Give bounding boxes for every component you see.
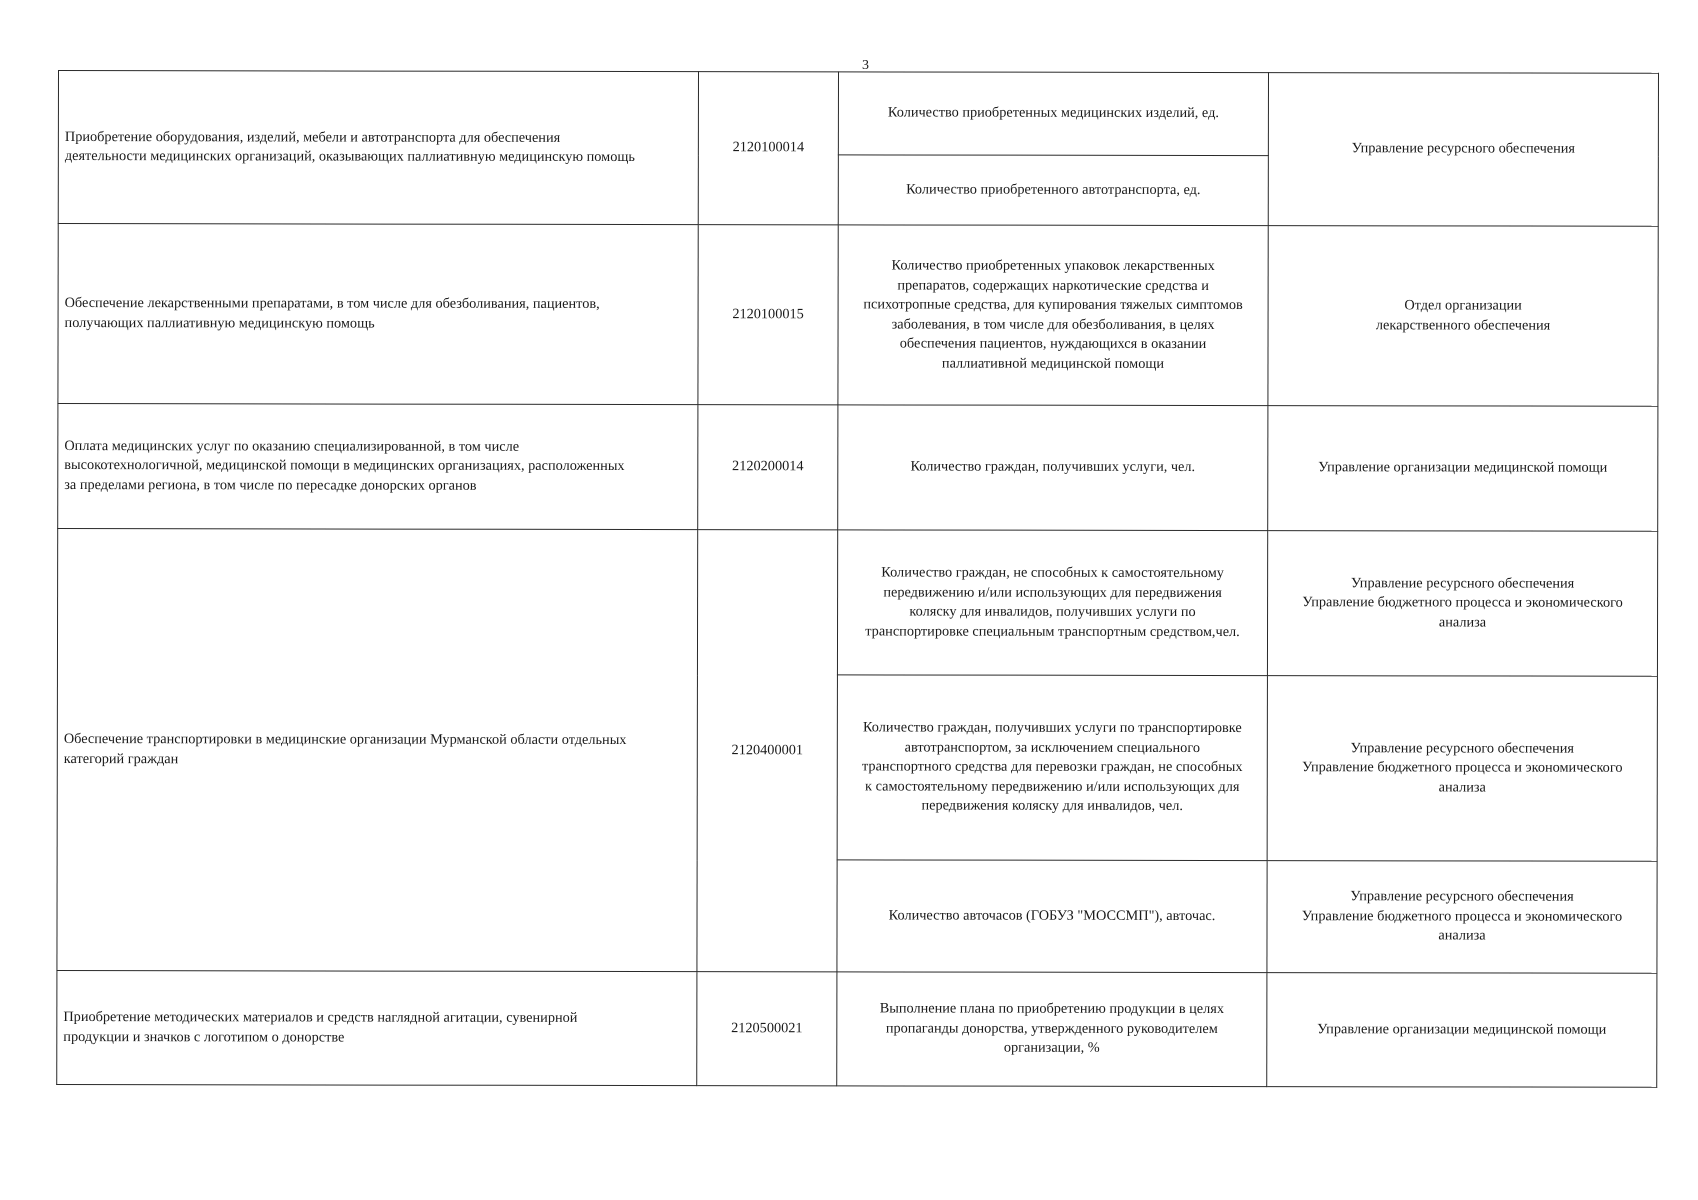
indicator-cell: Количество граждан, получивших услуги по транспортировке автотранспортом, за исключением специального транспортного средства для перевозки граждан, не способных к самостоятельному передвижению и/или использующих для передвижения коляску для инвалидов, чел. — [837, 675, 1267, 861]
table-row — [58, 71, 1658, 157]
table-row — [58, 404, 1658, 532]
responsible-cell: Управление организации медицинской помощи — [1267, 973, 1657, 1088]
code-cell: 2120500021 — [697, 972, 837, 1086]
responsible-cell: Отдел организации лекарственного обеспечения — [1268, 226, 1658, 407]
code-cell: 2120200014 — [698, 405, 838, 530]
event-name-cell: Приобретение методических материалов и средств наглядной агитации, сувенирной продукции и значков с логотипом о донорстве — [57, 970, 697, 1085]
responsible-cell: Управление ресурсного обеспечения Управление бюджетного процесса и экономического анализа — [1267, 676, 1657, 862]
table-row — [58, 224, 1658, 407]
responsible-cell: Управление ресурсного обеспечения Управление бюджетного процесса и экономического анализа — [1267, 531, 1657, 677]
event-name-cell: Обеспечение лекарственными препаратами, в том числе для обезболивания, пациентов, получающих паллиативную медицинскую помощь — [58, 224, 698, 405]
responsible-cell: Управление ресурсного обеспечения — [1268, 73, 1658, 227]
responsible-cell: Управление организации медицинской помощи — [1268, 406, 1658, 532]
event-name-cell: Обеспечение транспортировки в медицинские организации Мурманской области отдельных категорий граждан — [57, 529, 698, 972]
indicator-cell: Количество приобретенных упаковок лекарственных препаратов, содержащих наркотические средства и психотропные средства, для купирования тяжелых симптомов заболевания, в том числе для обезболивания, в целях обеспечения пациентов, нуждающихся в оказании паллиативной медицинской помощи — [838, 225, 1268, 406]
event-name-cell: Приобретение оборудования, изделий, мебели и автотранспорта для обеспечения деятельности медицинских организаций, оказывающих паллиативную медицинскую помощь — [58, 71, 698, 225]
table-row — [57, 970, 1657, 1087]
code-cell: 2120100014 — [698, 72, 838, 225]
code-cell: 2120400001 — [697, 530, 838, 972]
indicator-cell: Количество приобретенных медицинских изделий, ед. — [838, 72, 1268, 156]
indicator-cell: Количество граждан, не способных к самостоятельному передвижению и/или использующих для передвижения коляску для инвалидов, получивших услуги по транспортировке специальным транспортным средством,чел. — [837, 530, 1267, 676]
responsible-cell: Управление ресурсного обеспечения Управление бюджетного процесса и экономического анализа — [1267, 861, 1657, 974]
indicator-cell: Количество граждан, получивших услуги, чел. — [838, 405, 1268, 531]
indicator-cell: Выполнение плана по приобретению продукции в целях пропаганды донорства, утвержденного руководителем организации, % — [837, 972, 1267, 1087]
table-row — [57, 529, 1657, 677]
indicator-cell: Количество приобретенного автотранспорта, ед. — [838, 155, 1268, 226]
indicator-cell: Количество авточасов (ГОБУЗ "МОССМП"), авточас. — [837, 860, 1267, 973]
event-name-cell: Оплата медицинских услуг по оказанию специализированной, в том числе высокотехнологичной, медицинской помощи в медицинских организациях, расположенных за пределами региона, в том числе по пересадке донорских органов — [58, 404, 698, 530]
program-table — [56, 70, 1659, 1088]
page-number: 3 — [862, 58, 869, 73]
code-cell: 2120100015 — [698, 225, 838, 405]
